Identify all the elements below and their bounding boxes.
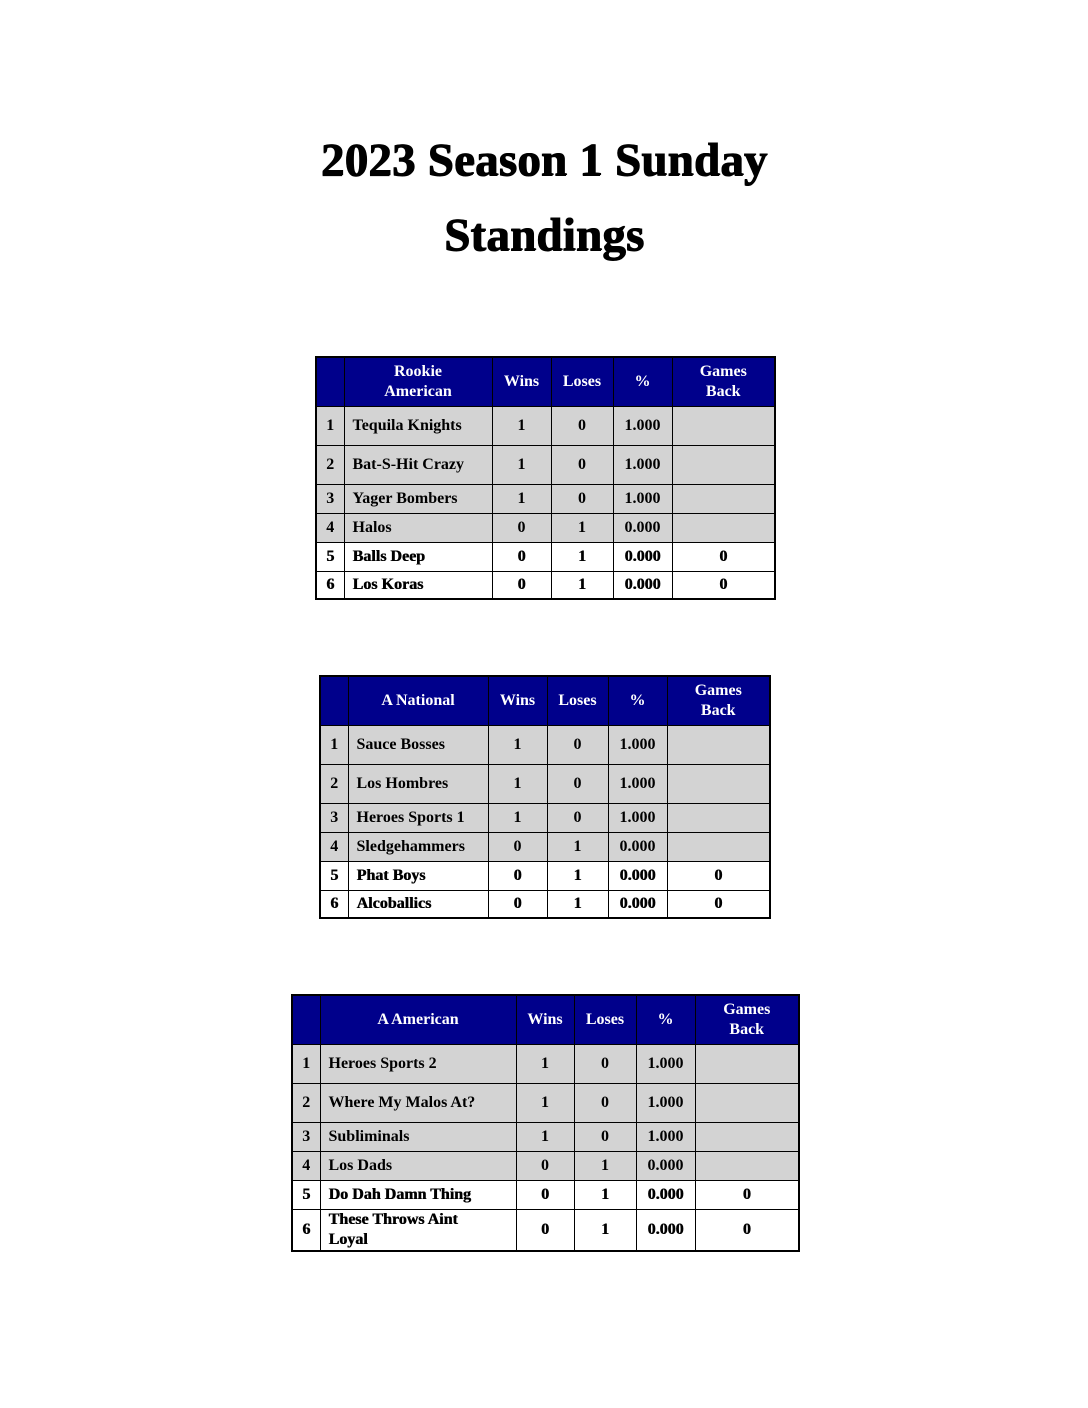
table-row	[320, 764, 770, 803]
rank-cell: 3	[316, 484, 344, 513]
rank-header	[320, 676, 348, 725]
table-row	[316, 513, 775, 542]
table-row	[320, 725, 770, 764]
table-row	[320, 861, 770, 890]
games-back-cell: 0	[667, 890, 770, 918]
games-back-cell	[672, 513, 775, 542]
rank-cell: 4	[320, 832, 348, 861]
table-row	[316, 542, 775, 571]
wins-header: Wins	[516, 995, 574, 1044]
games-back-header: Games Back	[695, 995, 799, 1044]
games-back-cell: 0	[672, 542, 775, 571]
pct-header: %	[608, 676, 667, 725]
team-cell: These Throws Aint Loyal	[320, 1209, 516, 1251]
rank-cell: 2	[292, 1083, 320, 1122]
team-cell: Yager Bombers	[344, 484, 492, 513]
pct-cell: 1.000	[636, 1122, 695, 1151]
table-row	[292, 1151, 799, 1180]
table-row	[292, 1083, 799, 1122]
loses-cell: 0	[547, 764, 608, 803]
wins-cell: 1	[492, 445, 551, 484]
standings-table-a-american	[291, 994, 800, 1252]
games-back-header: Games Back	[667, 676, 770, 725]
division-header: A American	[320, 995, 516, 1044]
rank-cell: 1	[292, 1044, 320, 1083]
division-header: A National	[348, 676, 488, 725]
wins-cell: 0	[488, 861, 547, 890]
team-cell: Phat Boys	[348, 861, 488, 890]
loses-cell: 1	[551, 571, 613, 599]
loses-cell: 0	[547, 803, 608, 832]
rank-header	[316, 357, 344, 406]
team-cell: Do Dah Damn Thing	[320, 1180, 516, 1209]
wins-cell: 0	[492, 513, 551, 542]
table-row	[292, 1209, 799, 1251]
pct-cell: 0.000	[613, 513, 672, 542]
pct-cell: 1.000	[636, 1083, 695, 1122]
games-back-cell	[672, 445, 775, 484]
loses-cell: 1	[551, 513, 613, 542]
division-header: Rookie American	[344, 357, 492, 406]
loses-cell: 1	[547, 832, 608, 861]
games-back-cell	[695, 1083, 799, 1122]
loses-cell: 0	[574, 1044, 636, 1083]
wins-cell: 1	[516, 1044, 574, 1083]
table-row	[316, 571, 775, 599]
wins-cell: 1	[488, 725, 547, 764]
loses-header: Loses	[574, 995, 636, 1044]
games-back-cell	[695, 1151, 799, 1180]
page-title-line-1: 2023 Season 1 Sunday	[320, 134, 768, 186]
pct-cell: 0.000	[636, 1180, 695, 1209]
rank-cell: 3	[292, 1122, 320, 1151]
games-back-cell	[695, 1044, 799, 1083]
rank-cell: 3	[320, 803, 348, 832]
pct-cell: 0.000	[608, 861, 667, 890]
loses-cell: 0	[551, 484, 613, 513]
games-back-cell	[672, 484, 775, 513]
wins-cell: 1	[516, 1083, 574, 1122]
page-title-line-2: Standings	[443, 209, 645, 261]
team-cell: Bat-S-Hit Crazy	[344, 445, 492, 484]
table-row	[316, 406, 775, 445]
table-row	[316, 484, 775, 513]
pct-header: %	[613, 357, 672, 406]
games-back-cell: 0	[672, 571, 775, 599]
loses-cell: 0	[574, 1122, 636, 1151]
games-back-header: Games Back	[672, 357, 775, 406]
rank-header	[292, 995, 320, 1044]
pct-cell: 1.000	[613, 484, 672, 513]
pct-cell: 0.000	[613, 542, 672, 571]
team-cell: Alcoballics	[348, 890, 488, 918]
rank-cell: 1	[320, 725, 348, 764]
pct-cell: 1.000	[608, 803, 667, 832]
wins-cell: 1	[488, 803, 547, 832]
team-cell: Heroes Sports 2	[320, 1044, 516, 1083]
pct-cell: 0.000	[636, 1209, 695, 1251]
wins-cell: 0	[516, 1209, 574, 1251]
rank-cell: 1	[316, 406, 344, 445]
team-cell: Where My Malos At?	[320, 1083, 516, 1122]
loses-cell: 1	[574, 1180, 636, 1209]
rank-cell: 6	[292, 1209, 320, 1251]
wins-cell: 1	[492, 484, 551, 513]
loses-cell: 1	[574, 1209, 636, 1251]
team-cell: Los Dads	[320, 1151, 516, 1180]
games-back-cell	[667, 725, 770, 764]
pct-cell: 1.000	[608, 764, 667, 803]
wins-header: Wins	[488, 676, 547, 725]
wins-cell: 0	[488, 890, 547, 918]
games-back-cell	[667, 764, 770, 803]
loses-cell: 1	[551, 542, 613, 571]
games-back-cell: 0	[667, 861, 770, 890]
rank-cell: 6	[316, 571, 344, 599]
pct-header: %	[636, 995, 695, 1044]
wins-cell: 1	[516, 1122, 574, 1151]
table-header-row	[320, 676, 770, 725]
team-cell: Tequila Knights	[344, 406, 492, 445]
wins-cell: 0	[492, 571, 551, 599]
games-back-cell	[667, 832, 770, 861]
pct-cell: 1.000	[608, 725, 667, 764]
games-back-cell	[695, 1122, 799, 1151]
table-row	[320, 832, 770, 861]
pct-cell: 1.000	[613, 445, 672, 484]
team-cell: Heroes Sports 1	[348, 803, 488, 832]
loses-cell: 0	[551, 445, 613, 484]
loses-cell: 1	[547, 861, 608, 890]
wins-cell: 0	[492, 542, 551, 571]
rank-cell: 5	[292, 1180, 320, 1209]
wins-header: Wins	[492, 357, 551, 406]
rank-cell: 4	[316, 513, 344, 542]
loses-header: Loses	[551, 357, 613, 406]
loses-cell: 1	[547, 890, 608, 918]
table-row	[292, 1044, 799, 1083]
pct-cell: 0.000	[613, 571, 672, 599]
pct-cell: 0.000	[608, 890, 667, 918]
table-header-row	[316, 357, 775, 406]
pct-cell: 1.000	[613, 406, 672, 445]
games-back-cell: 0	[695, 1180, 799, 1209]
team-cell: Los Hombres	[348, 764, 488, 803]
rank-cell: 5	[316, 542, 344, 571]
loses-cell: 0	[547, 725, 608, 764]
standings-table-rookie-american	[315, 356, 776, 600]
loses-cell: 0	[574, 1083, 636, 1122]
pct-cell: 0.000	[636, 1151, 695, 1180]
loses-header: Loses	[547, 676, 608, 725]
games-back-cell: 0	[695, 1209, 799, 1251]
table-header-row	[292, 995, 799, 1044]
loses-cell: 1	[574, 1151, 636, 1180]
table-row	[320, 803, 770, 832]
pct-cell: 1.000	[636, 1044, 695, 1083]
games-back-cell	[672, 406, 775, 445]
wins-cell: 0	[516, 1151, 574, 1180]
wins-cell: 0	[516, 1180, 574, 1209]
wins-cell: 1	[488, 764, 547, 803]
pct-cell: 0.000	[608, 832, 667, 861]
table-row	[320, 890, 770, 918]
rank-cell: 6	[320, 890, 348, 918]
wins-cell: 1	[492, 406, 551, 445]
table-row	[292, 1180, 799, 1209]
rank-cell: 5	[320, 861, 348, 890]
rank-cell: 2	[316, 445, 344, 484]
games-back-cell	[667, 803, 770, 832]
loses-cell: 0	[551, 406, 613, 445]
team-cell: Subliminals	[320, 1122, 516, 1151]
table-row	[292, 1122, 799, 1151]
team-cell: Los Koras	[344, 571, 492, 599]
team-cell: Sauce Bosses	[348, 725, 488, 764]
rank-cell: 2	[320, 764, 348, 803]
wins-cell: 0	[488, 832, 547, 861]
standings-table-a-national	[319, 675, 771, 919]
team-cell: Balls Deep	[344, 542, 492, 571]
team-cell: Sledgehammers	[348, 832, 488, 861]
team-cell: Halos	[344, 513, 492, 542]
rank-cell: 4	[292, 1151, 320, 1180]
table-row	[316, 445, 775, 484]
